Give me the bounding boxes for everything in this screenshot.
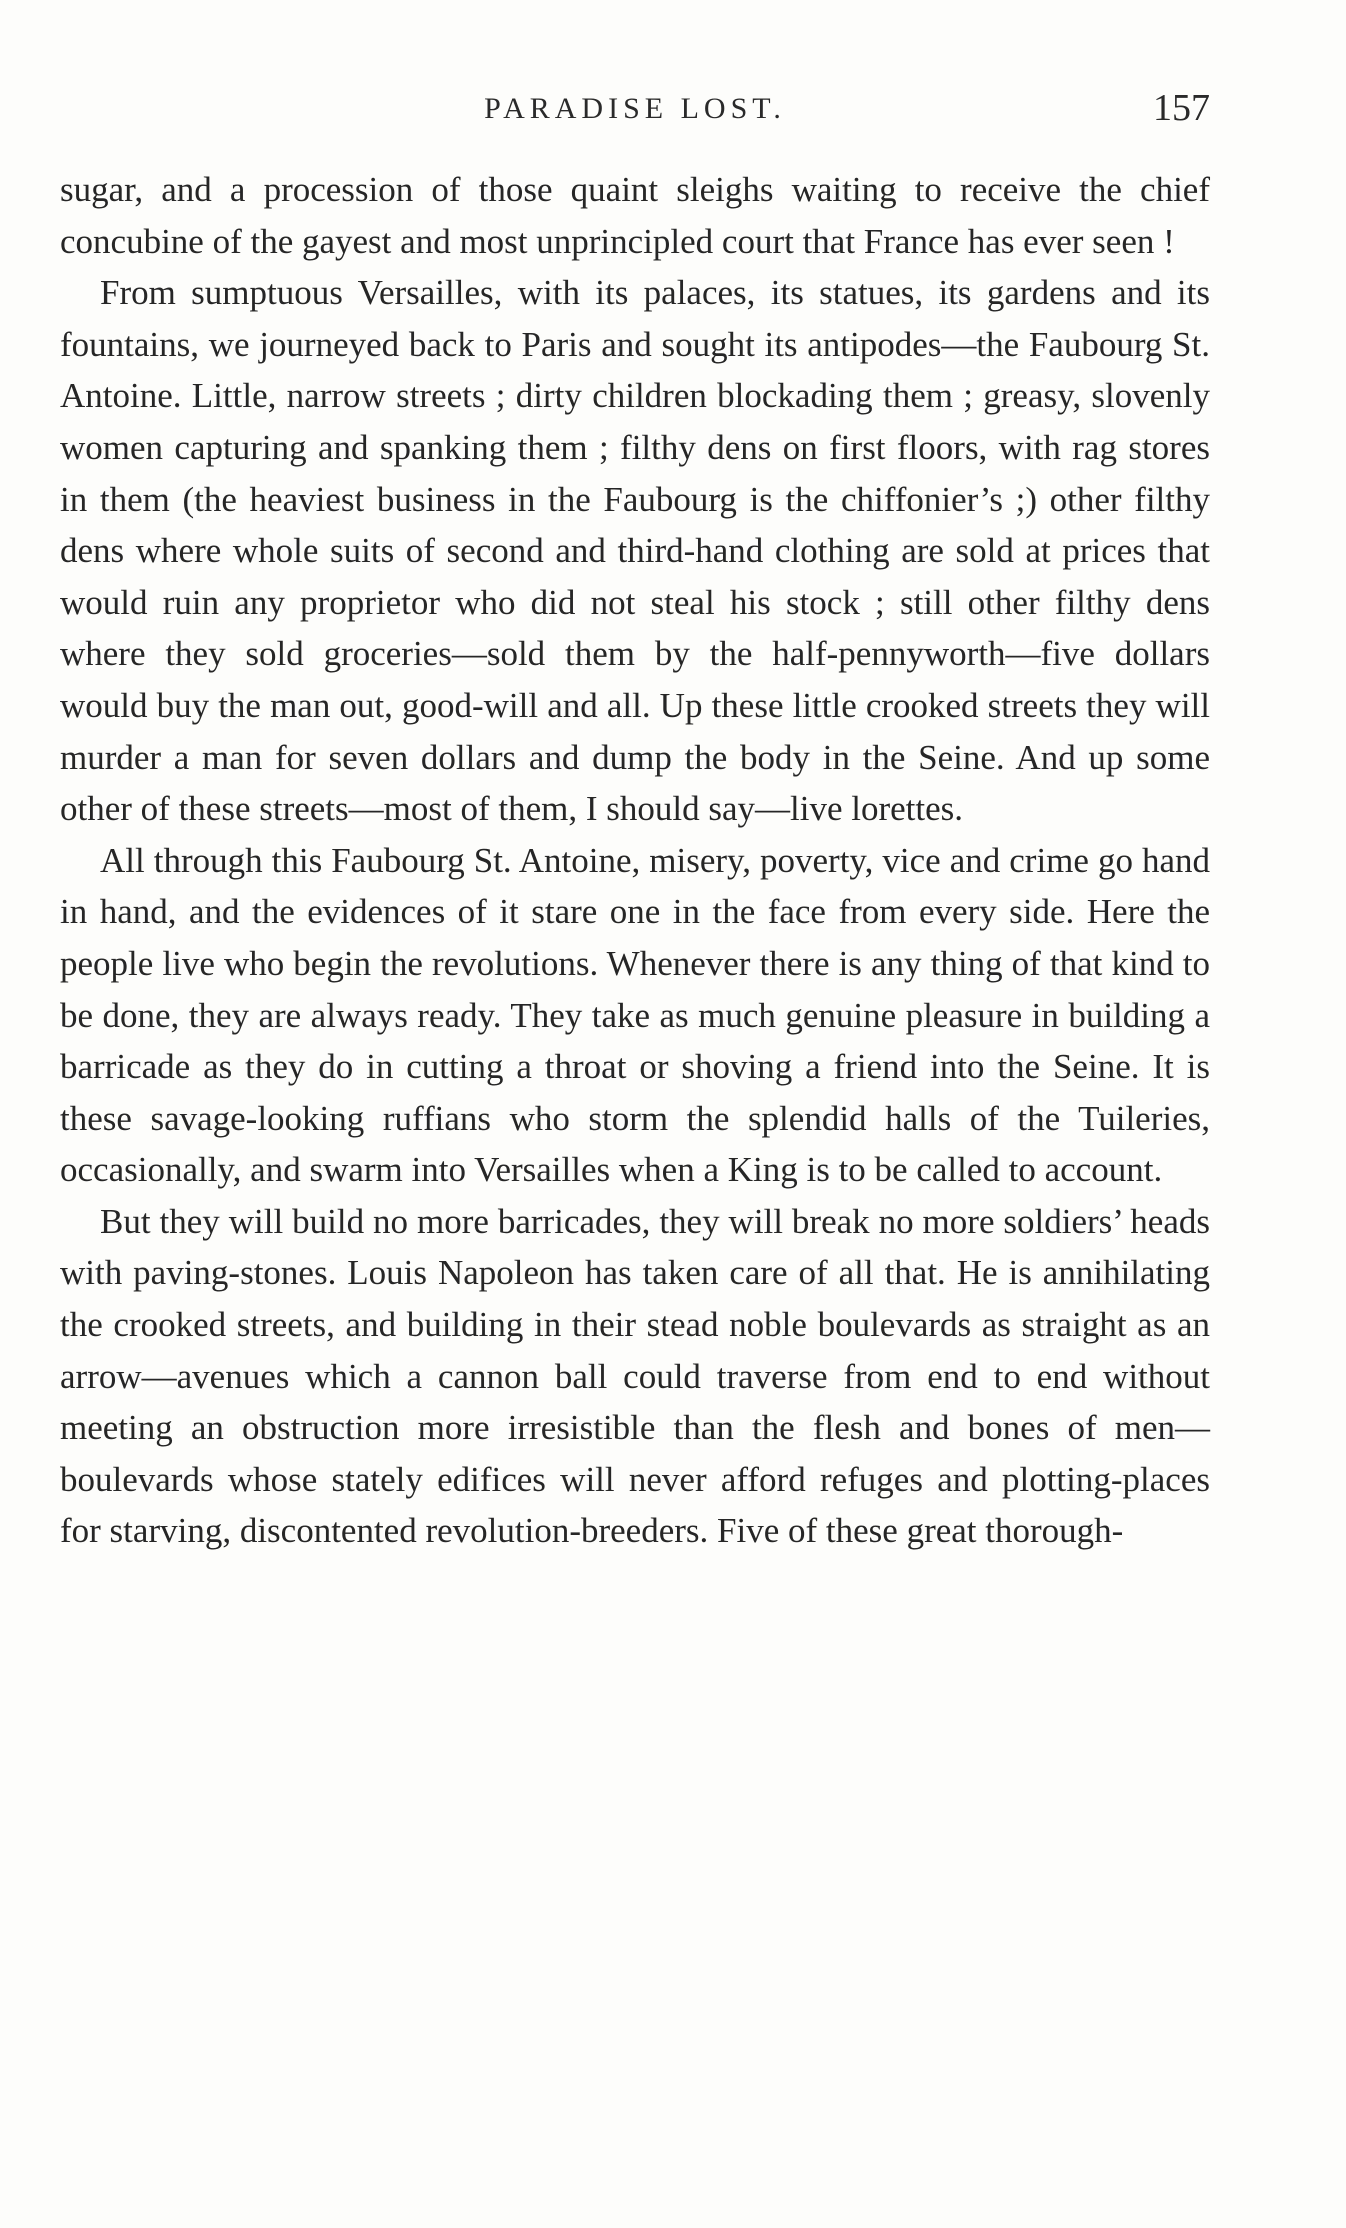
- paragraph: But they will build no more barricades, they will break no more soldiers’ heads with paving-stones. Louis Napoleon has taken care of all that. He is annihilating the crooked streets, and building in their stead noble boulevards as straight as an arrow—avenues which a cannon ball could traverse from end to end without meeting an obstruction more irresistible than the flesh and bones of men—boulevards whose stately edifices will never afford refuges and plotting-places for starving, discontented revolution-breeders. Five of these great thorough-: [60, 1201, 1210, 1551]
- paragraph: From sumptuous Versailles, with its palaces, its statues, its gardens and its fountains, we journeyed back to Paris and sought its antipodes—the Faubourg St. Antoine. Little, narrow streets ; dirty children blockading them ; greasy, slovenly women capturing and spanking them ; filthy dens on first floors, with rag stores in them (the heaviest business in the Faubourg is the chiffonier’s ;) other filthy dens where whole suits of second and third-hand clothing are sold at prices that would ruin any proprietor who did not steal his stock ; still other filthy dens where they sold groceries—sold them by the half-pennyworth—five dollars would buy the man out, good-will and all. Up these little crooked streets they will murder a man for seven dollars and dump the body in the Seine. And up some other of these streets—most of them, I should say—live lorettes.: [60, 273, 1210, 829]
- paragraph-continuation: sugar, and a procession of those quaint sleighs waiting to receive the chief concubine of the gayest and most unprincipled court that France has ever seen !: [60, 170, 1210, 261]
- body-text: [60, 164, 1210, 1557]
- page-number: 157: [1153, 87, 1210, 129]
- running-title: PARADISE LOST.: [484, 92, 786, 125]
- running-head: [60, 86, 1210, 136]
- paragraph: All through this Faubourg St. Antoine, misery, poverty, vice and crime go hand in hand, and the evidences of it stare one in the face from every side. Here the people live who begin the revolutions. Whenever there is any thing of that kind to be done, they are always ready. They take as much genuine pleasure in building a barricade as they do in cutting a throat or shoving a friend into the Seine. It is these savage-looking ruffians who storm the splendid halls of the Tuileries, occasionally, and swarm into Versailles when a King is to be called to account.: [60, 840, 1210, 1190]
